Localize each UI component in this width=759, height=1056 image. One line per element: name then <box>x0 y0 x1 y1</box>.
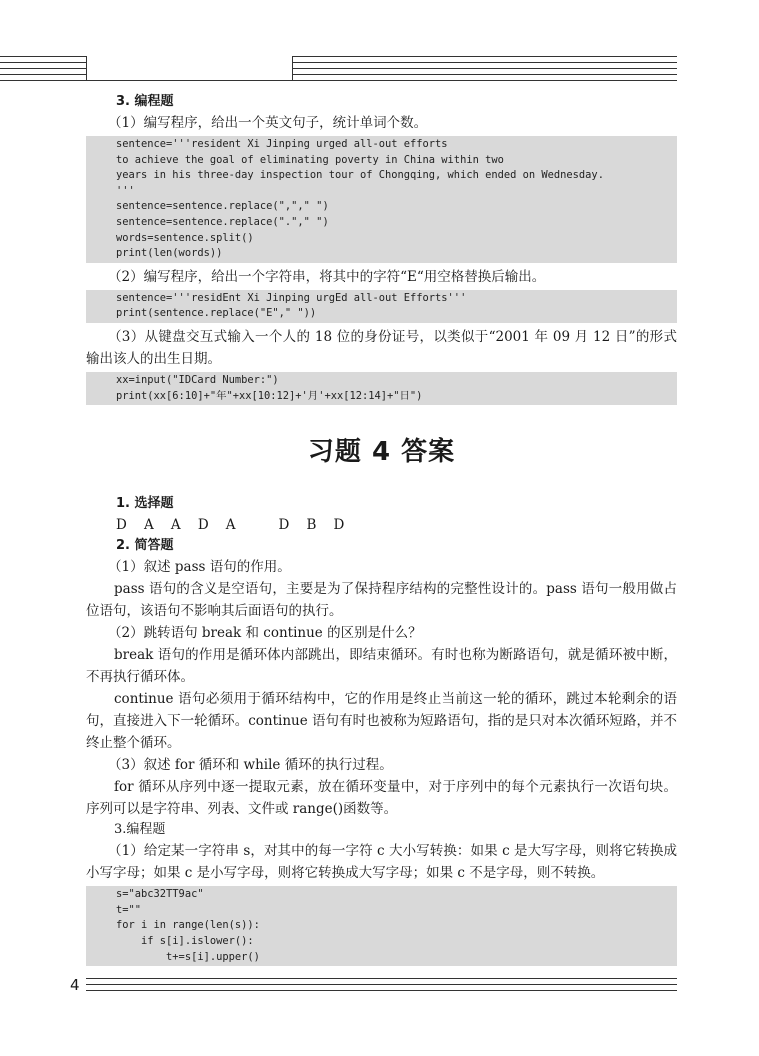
code-line: print(xx[6:10]+"年"+xx[10:12]+'月'+xx[12:14]+"日") <box>116 389 423 402</box>
question: （1）叙述 pass 语句的作用。 <box>108 559 291 576</box>
code-line: print(sentence.replace("E"," ")) <box>116 307 317 320</box>
question: （1）给定某一字符串 s，对其中的每一字符 c 大小写转换：如果 c 是大写字母，则将它转换成小写字母；如果 c 是小写字母，则将它转换成大写字母；如果 c 不是字母，则不转换。 <box>86 843 677 882</box>
code-block <box>86 886 677 966</box>
code-line: words=sentence.split() <box>116 231 254 244</box>
code-line: t+=s[i].upper() <box>116 950 260 963</box>
code-line: ''' <box>116 184 135 197</box>
code-line: s="abc32TT9ac" <box>116 888 204 901</box>
code-line: xx=input("IDCard Number:") <box>116 373 279 386</box>
code-line: sentence='''resident Xi Jinping urged all-out efforts <box>116 138 448 150</box>
answer-paragraph: for 循环从序列中逐一提取元素，放在循环变量中，对于序列中的每个元素执行一次语句块。序列可以是字符串、列表、文件或 range()函数等。 <box>86 779 677 818</box>
choice-answers: D A A D A D B D <box>116 517 345 534</box>
footer-rule <box>86 978 677 979</box>
section-heading: 1. 选择题 <box>116 496 174 512</box>
page-content <box>86 92 677 969</box>
code-line: print(len(words)) <box>116 247 223 260</box>
code-line: for i in range(len(s)): <box>116 919 260 932</box>
question: （2）跳转语句 break 和 continue 的区别是什么？ <box>108 625 422 642</box>
footer-rule <box>86 984 677 985</box>
section-heading: 3. 编程题 <box>116 94 174 109</box>
answer-paragraph: break 语句的作用是循环体内部跳出，即结束循环。有时也称为断路语句，就是循环被中断，不再执行循环体。 <box>86 647 677 686</box>
code-block <box>86 290 677 323</box>
answer-paragraph: pass 语句的含义是空语句，主要是为了保持程序结构的完整性设计的。pass 语句一般用做占位语句，该语句不影响其后面语句的执行。 <box>86 581 677 620</box>
question: （2）编写程序，给出一个字符串，将其中的字符“E“用空格替换后输出。 <box>108 268 546 285</box>
question: （1）编写程序，给出一个英文句子，统计单词个数。 <box>108 115 428 131</box>
section-heading: 2. 简答题 <box>116 538 174 554</box>
header-rule <box>0 80 677 81</box>
code-block <box>86 372 677 405</box>
question: （3）叙述 for 循环和 while 循环的执行过程。 <box>108 757 393 774</box>
code-line: sentence=sentence.replace("."," ") <box>116 215 329 228</box>
code-line: if s[i].islower(): <box>116 934 254 947</box>
header-tab-box <box>86 56 293 80</box>
section-heading: 3.编程题 <box>114 822 166 838</box>
code-line: sentence='''residEnt Xi Jinping urgEd all-out Efforts''' <box>116 291 467 304</box>
answer-paragraph: continue 语句必须用于循环结构中，它的作用是终止当前这一轮的循环，跳过本轮剩余的语句，直接进入下一轮循环。continue 语句有时也被称为短路语句，指的是只对本次循环短路，并不终止整个循环。 <box>86 691 677 752</box>
page-number: 4 <box>70 976 80 994</box>
footer-rule <box>86 990 677 991</box>
code-line: sentence=sentence.replace(","," ") <box>116 200 329 213</box>
code-line: years in his three-day inspection tour of Chongqing, which ended on Wednesday. <box>116 169 604 182</box>
page-title: 习题 4 答案 <box>307 437 456 468</box>
code-line: to achieve the goal of eliminating poverty in China within two <box>116 153 504 166</box>
code-line: t="" <box>116 903 142 916</box>
code-block <box>86 136 677 263</box>
question: （3）从键盘交互式输入一个人的 18 位的身份证号，以类似于“2001 年 09 月 12 日”的形式输出该人的出生日期。 <box>86 328 677 367</box>
